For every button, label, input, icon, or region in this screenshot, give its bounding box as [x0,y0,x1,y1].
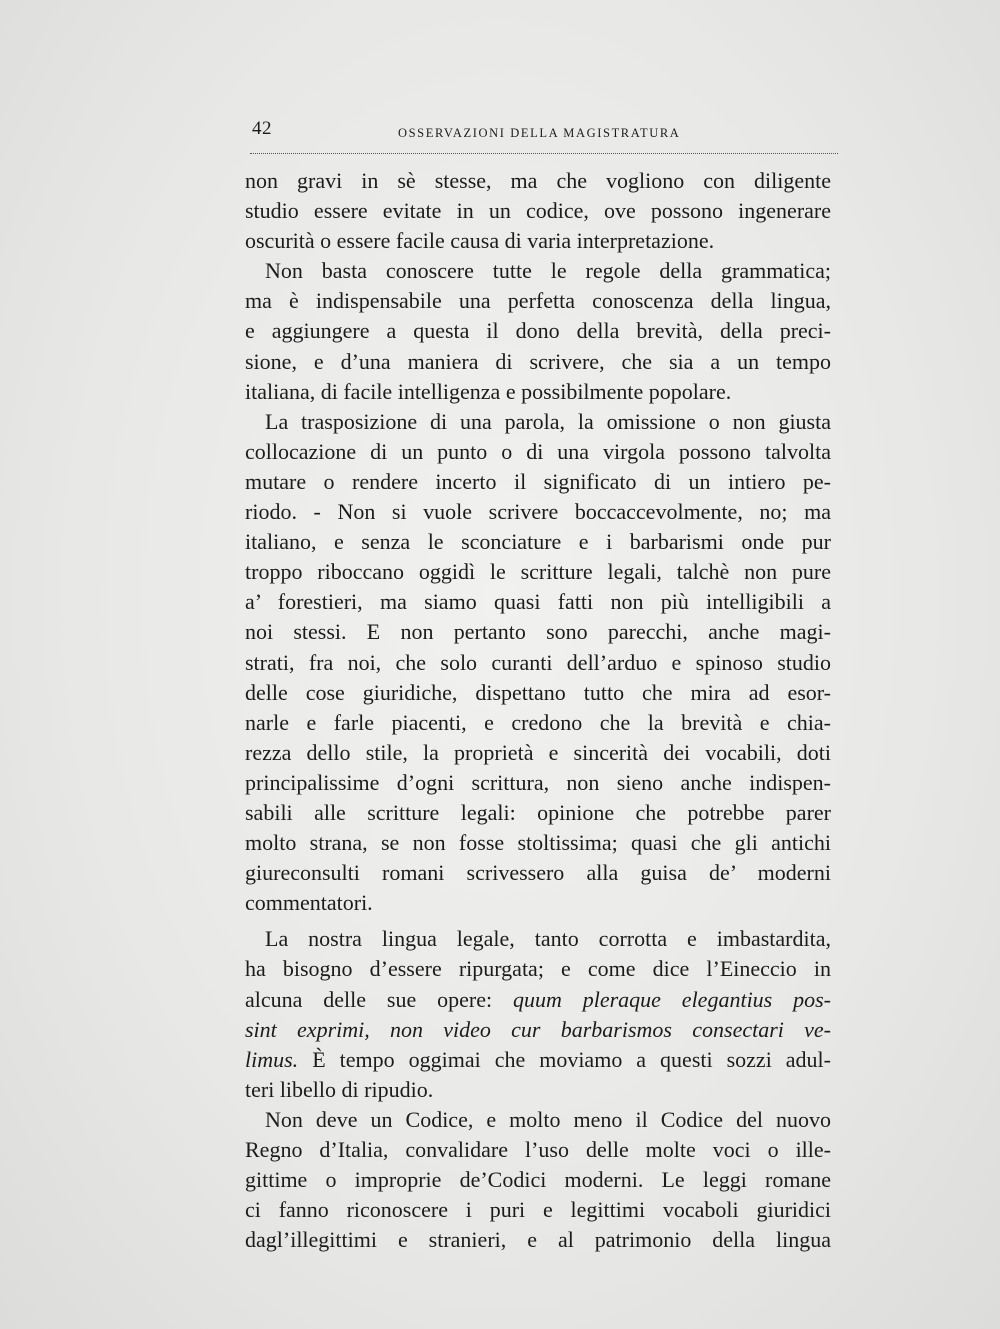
text-line: La trasposizione di una parola, la omissione o non giusta [265,408,831,434]
text-segment: alcuna delle sue opere: [245,986,493,1012]
text-line: giureconsulti romani scrivessero alla guisa de’ moderni [245,860,831,886]
text-line: ma è indispensabile una perfetta conoscenza della lingua, [245,288,831,314]
latin-quote: limus. [245,1046,299,1072]
text-line: dagl’illegittimi e stranieri, e al patrimonio della lingua [245,1227,831,1253]
text-line: mutare o rendere incerto il significato di un intiero pe- [245,468,831,494]
text-line: noi stessi. E non pertanto sono parecchi, anche magi- [245,619,831,645]
body-text [245,166,831,1255]
text-line: riodo. - Non si vuole scrivere boccaccevolmente, no; ma [245,499,831,525]
text-line: narle e farle piacenti, e credono che la brevità e chia- [245,709,831,735]
text-line: principalissime d’ogni scrittura, non sieno anche indispen- [245,769,831,795]
text-line: oscurità o essere facile causa di varia interpretazione. [245,228,715,254]
text-line: troppo riboccano oggidì le scritture legali, talchè non pure [245,559,831,585]
running-title: OSSERVAZIONI DELLA MAGISTRATURA [398,126,681,140]
text-line: sabili alle scritture legali: opinione che potrebbe parer [245,799,831,825]
text-segment: È tempo oggimai che moviamo a questi sozzi adul- [312,1046,831,1072]
latin-quote-line: sint exprimi, non video cur barbarismos consectari ve- [245,1016,831,1042]
text-line: teri libello di ripudio. [245,1076,434,1102]
text-line: italiano, e senza le sconciature e i barbarismi onde pur [245,529,831,555]
text-line: studio essere evitate in un codice, ove possono ingenerare [245,198,831,224]
text-line-with-quote [245,1045,831,1075]
text-line: delle cose giuridiche, dispettano tutto che mira ad esor- [245,679,831,705]
text-line: commentatori. [245,890,373,916]
text-line: e aggiungere a questa il dono della brevità, della preci- [245,318,831,344]
text-line: non gravi in sè stesse, ma che vogliono con diligente [245,168,831,193]
text-line: Non deve un Codice, e molto meno il Codice del nuovo [265,1106,831,1132]
latin-quote: quum pleraque elegantius pos- [512,986,831,1012]
text-line: ha bisogno d’essere ripurgata; e come dice l’Eineccio in [245,956,831,982]
text-line: a’ forestieri, ma siamo quasi fatti non più intelligibili a [245,589,831,615]
text-line: strati, fra noi, che solo curanti dell’arduo e spinoso studio [245,649,831,675]
text-line: gittime o improprie de’Codici moderni. Le leggi romane [245,1167,831,1193]
text-line: molto strana, se non fosse stoltissima; quasi che gli antichi [245,830,831,856]
page-header [250,116,838,150]
text-line: ci fanno riconoscere i puri e legittimi vocaboli giuridici [245,1197,831,1223]
text-line: Non basta conoscere tutte le regole della grammatica; [265,258,831,284]
text-line: Regno d’Italia, convalidare l’uso delle molte voci o ille- [245,1137,831,1162]
text-line-with-quote [245,985,831,1015]
page-number: 42 [252,118,272,139]
text-line: italiana, di facile intelligenza e possibilmente popolare. [245,378,732,404]
header-rule [250,153,838,154]
text-line: rezza dello stile, la proprietà e sincerità dei vocabili, doti [245,739,831,765]
text-line: La nostra lingua legale, tanto corrotta e imbastardita, [265,926,831,952]
text-line: sione, e d’una maniera di scrivere, che sia a un tempo [245,348,831,374]
text-line: collocazione di un punto o di una virgola possono talvolta [245,438,831,464]
